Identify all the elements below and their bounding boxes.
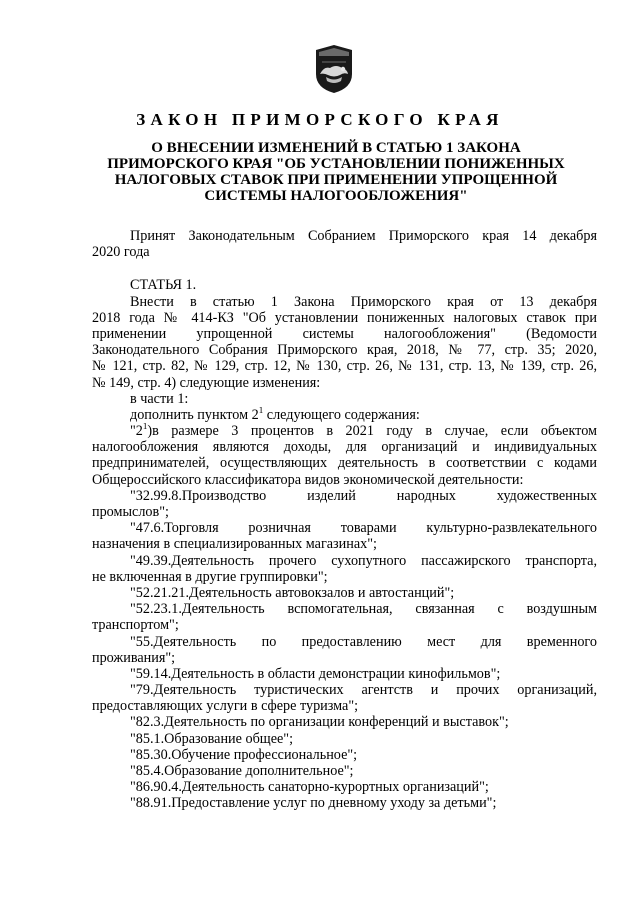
article-text: Законодательного Собрания Приморского края, 2018, № 77, стр. 35; 2020, — [92, 342, 597, 359]
okved-code-item: "59.14.Деятельность в области демонстрации кинофильмов"; — [130, 665, 501, 682]
law-subtitle — [95, 140, 577, 204]
okved-code-item: "49.39.Деятельность прочего сухопутного пассажирского транспорта, — [130, 552, 597, 569]
subtitle-line: НАЛОГОВЫХ СТАВОК ПРИ ПРИМЕНЕНИИ УПРОЩЕННОЙ — [114, 172, 558, 188]
okved-code-item: предоставляющих услуги в сфере туризма"; — [92, 698, 359, 715]
article-text: № 121, стр. 82, № 129, стр. 12, № 130, стр. 26, № 131, стр. 13, № 139, стр. 26, — [92, 358, 597, 375]
clause-text: "$2^1)в$ размере 3 процентов в 2021 году в случае, если объектом — [130, 423, 597, 440]
subtitle-line: СИСТЕМЫ НАЛОГООБЛОЖЕНИЯ" — [204, 188, 468, 204]
subtitle-line: ПРИМОРСКОГО КРАЯ "ОБ УСТАНОВЛЕНИИ ПОНИЖЕННЫХ — [107, 156, 565, 172]
part-reference: в части 1: — [130, 390, 189, 407]
clause-text: предпринимателей, осуществляющих деятельность в соответствии с кодами — [92, 455, 597, 472]
okved-code-item: "85.4.Образование дополнительное"; — [130, 763, 354, 779]
okved-code-item: "79.Деятельность туристических агентств и прочих организаций, — [130, 682, 597, 699]
okved-code-item: назначения в специализированных магазинах"; — [92, 536, 377, 553]
okved-code-item: "88.91.Предоставление услуг по дневному уходу за детьми"; — [130, 795, 497, 812]
okved-code-item: "86.90.4.Деятельность санаторно-курортных организаций"; — [130, 779, 489, 796]
article-text: 2018 года № 414-КЗ "Об установлении пониженных налоговых ставок при — [92, 309, 597, 326]
okved-code-item: не включенная в другие группировки"; — [92, 568, 328, 585]
okved-code-item: "85.30.Обучение профессиональное"; — [130, 746, 358, 763]
okved-code-item: "82.3.Деятельность по организации конференций и выставок"; — [130, 714, 509, 731]
law-body — [92, 228, 597, 812]
adoption-note: 2020 года — [92, 244, 150, 261]
clause-text: Общероссийского классификатора видов экономической деятельности: — [92, 471, 524, 488]
okved-code-item: транспортом"; — [92, 617, 179, 634]
article-text: применении упрощенной системы налогообложения" (Ведомости — [92, 325, 597, 342]
adoption-note: Принят Законодательным Собранием Приморского края 14 декабря — [130, 228, 597, 244]
okved-code-item: "85.1.Образование общее"; — [130, 730, 294, 747]
okved-code-item: "47.6.Торговля розничная товарами культурно-развлекательного — [130, 520, 597, 537]
okved-code-item: "32.99.8.Производство изделий народных художественных — [130, 487, 597, 504]
okved-code-list — [92, 488, 597, 812]
law-title: ЗАКОН ПРИМОРСКОГО КРАЯ — [136, 110, 504, 129]
okved-code-item: промыслов"; — [92, 504, 169, 520]
subtitle-line: О ВНЕСЕНИИ ИЗМЕНЕНИЙ В СТАТЬЮ 1 ЗАКОНА — [151, 140, 521, 156]
article-text: № 149, стр. 4) следующие изменения: — [92, 374, 321, 391]
okved-code-item: "52.23.1.Деятельность вспомогательная, связанная с воздушным — [130, 601, 597, 618]
coat-of-arms-emblem — [314, 44, 354, 94]
article-heading: СТАТЬЯ 1. — [130, 277, 197, 294]
clause-text: налогообложения являются доходы, для организаций и индивидуальных — [92, 439, 597, 456]
okved-code-item: проживания"; — [92, 649, 176, 666]
supplement-line: дополнить пунктом $2^1$ следующего содержания: — [130, 406, 420, 423]
article-text: Внести в статью 1 Закона Приморского края от 13 декабря — [130, 293, 597, 310]
okved-code-item: "52.21.21.Деятельность автовокзалов и автостанций"; — [130, 584, 455, 601]
okved-code-item: "55.Деятельность по предоставлению мест для временного — [130, 633, 597, 650]
